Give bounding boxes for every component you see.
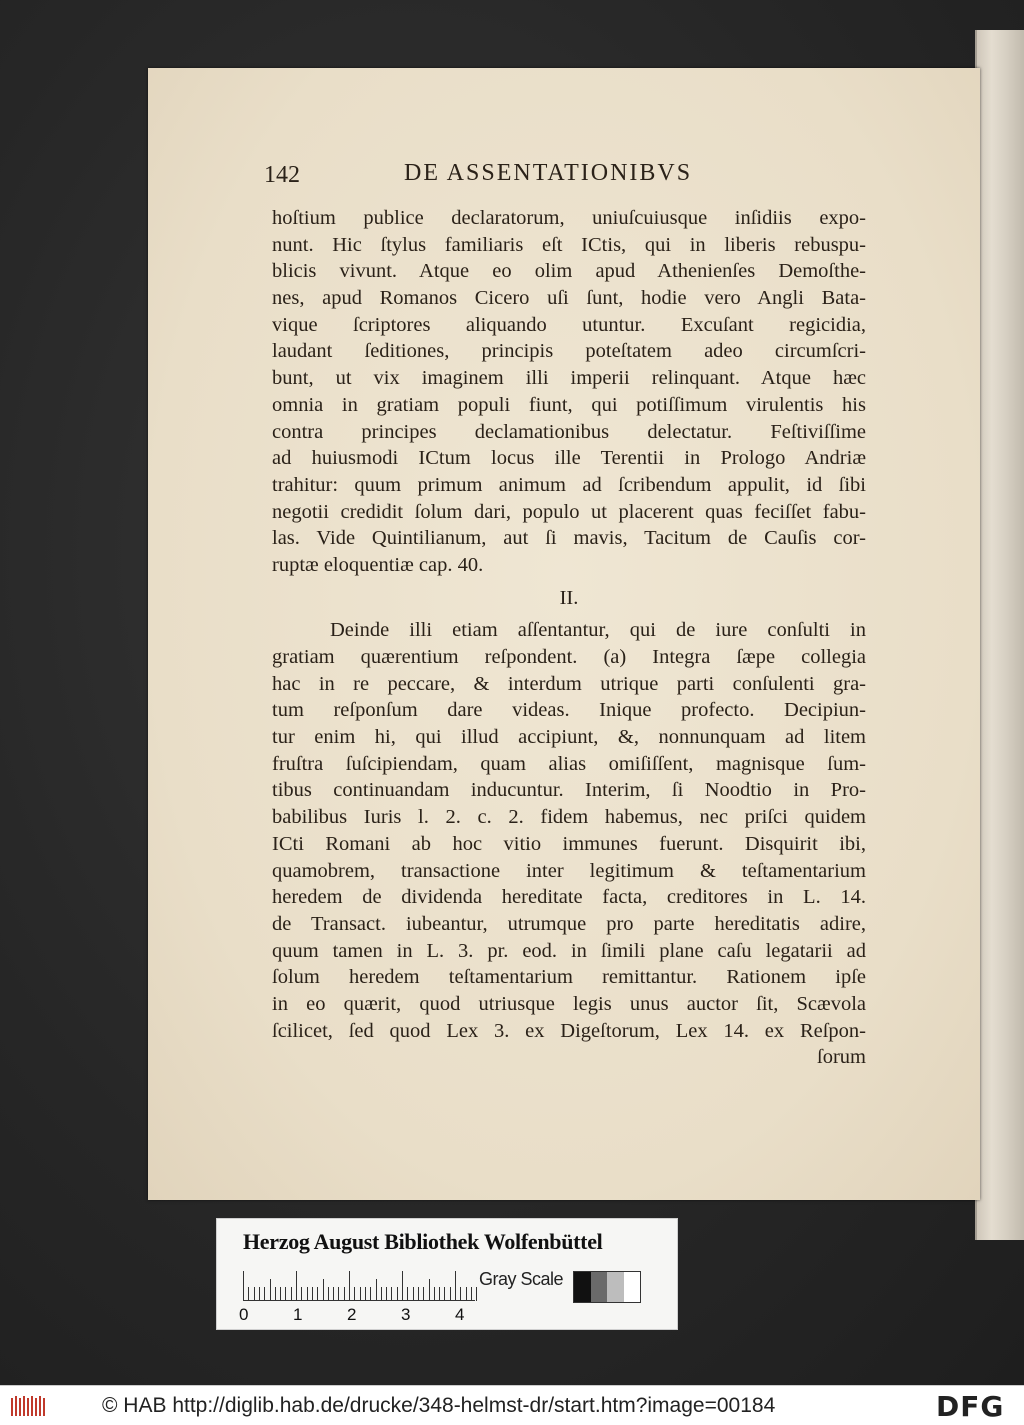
text-line: ſcilicet, ſed quod Lex 3. ex Digeſtorum, Lex 14. ex Reſpon- [272,1019,866,1042]
catchword: ſorum [817,1046,866,1069]
ruler-tick [391,1287,392,1301]
section-number: II. [559,586,579,609]
ruler-label: 3 [401,1305,411,1324]
ruler-label: 1 [293,1305,303,1324]
text-line: bunt, ut vix imaginem illi imperii relinquant. Atque hæc [272,367,866,390]
ruler-tick [243,1271,244,1301]
text-line: nunt. Hic ſtylus familiaris eſt ICtis, qui in liberis rebuspu- [272,233,866,256]
text-line: heredem de dividenda hereditate facta, creditores in L. 14. [272,886,866,909]
text-line: hoſtium publice declaratorum, uniuſcuiusque inſidiis expo- [272,207,866,229]
gray-scale-label: Gray Scale [479,1269,564,1289]
ruler-tick [365,1287,366,1301]
text-line: negotii credidit ſolum dari, populo ut placerent quas feciſſet fabu- [272,500,866,523]
text-line: contra principes declamationibus delectatur. Feſtiviſſime [272,420,866,443]
text-line: las. Vide Quintilianum, aut ſi mavis, Tacitum de Cauſis cor- [272,527,866,550]
ruler-tick [248,1287,249,1301]
library-name: Herzog August Bibliothek Wolfenbüttel [243,1229,603,1254]
ruler-tick [291,1287,292,1301]
text-line: vique ſcriptores aliquando utuntur. Excuſant regicidia, [272,313,866,336]
ruler-tick [254,1287,255,1301]
text-line: omnia in gratiam populi fiunt, qui potiſſimum virulentis his [272,393,866,416]
ruler-tick [439,1287,440,1301]
text-line: de Transact. iubeantur, utrumque pro parte hereditatis adire, [272,912,866,935]
ruler-tick [338,1287,339,1301]
ruler-tick [370,1287,371,1301]
ruler-tick [407,1287,408,1301]
ruler-tick [429,1279,430,1301]
text-line: fruſtra ſuſcipiendam, quam alias omiſiſſent, magnisque ſum- [272,752,866,775]
ruler-tick [264,1287,265,1301]
page-number: 142 [264,162,300,188]
ruler-tick [381,1287,382,1301]
paragraph-1 [272,205,866,579]
text-line: tur enim hi, qui illud accipiunt, &, nonnunquam ad litem [272,726,866,749]
text-line: blicis vivunt. Atque eo olim apud Athenienſes Demoſthe- [272,260,866,283]
ruler-tick [402,1271,403,1301]
ruler-tick [328,1287,329,1301]
ruler-tick [423,1287,424,1301]
ruler-tick [333,1287,334,1301]
ruler-tick [460,1287,461,1301]
gray-swatch [607,1272,624,1302]
ruler-tick [418,1287,419,1301]
text-line: gratiam quærentium reſpondent. (a) Integra ſæpe collegia [272,646,866,668]
text-line: tibus continuandam inducuntur. Interim, ſi Noodtio in Pro- [272,779,866,802]
running-head-title: DE ASSENTATIONIBVS [404,160,693,186]
ruler-label: 4 [455,1305,465,1324]
gray-swatch [574,1272,591,1302]
text-line: Deinde illi etiam aſſentantur, qui de iure conſulti in [330,619,866,642]
text-line: tum reſponſum dare videas. Inique profecto. Decipiun- [272,699,866,722]
running-head [264,160,876,192]
gray-swatch [591,1272,608,1302]
ruler-tick [344,1287,345,1301]
ruler-tick [376,1279,377,1301]
ruler-tick [349,1271,350,1301]
ruler-tick [280,1287,281,1301]
ruler-tick [259,1287,260,1301]
ruler-tick [312,1287,313,1301]
text-line: in eo quærit, quod utriusque legis unus auctor ſit, Scævola [272,992,866,1015]
text-line: hac in re peccare, & interdum utrique parti conſulenti gra- [272,672,866,695]
body-text [272,205,866,1071]
gray-swatch [624,1272,641,1302]
ruler-tick [444,1287,445,1301]
text-line: ICti Romani ab hoc vitio immunes fuerunt. Disquirit ibi, [272,832,866,855]
text-line: ad huiusmodi ICtum locus ille Terentii in Prologo Andriæ [272,447,866,470]
ruler-tick [360,1287,361,1301]
hab-logo-icon [10,1394,46,1418]
ruler-tick [307,1287,308,1301]
ruler-tick [466,1287,467,1301]
scale-ruler [243,1267,483,1301]
copyright-link[interactable]: © HAB http://diglib.hab.de/drucke/348-helmst-dr/start.htm?image=00184 [102,1394,776,1417]
text-line: nes, apud Romanos Cicero uſi ſunt, hodie vero Angli Bata- [272,287,866,310]
page-stack-edge [975,30,1024,1240]
text-line: quamobrem, transactione inter legitimum & teſtamentarium [272,859,866,882]
ruler-tick [413,1287,414,1301]
text-line: trahitur: quum primum animum ad ſcribendum appulit, id ſibi [272,473,866,496]
ruler-tick [397,1287,398,1301]
ruler-tick [450,1287,451,1301]
ruler-tick [386,1287,387,1301]
gray-scale-swatches [573,1271,641,1303]
ruler-tick [270,1279,271,1301]
text-line: quum tamen in L. 3. pr. eod. in ſimili plane caſu legatarii ad [272,939,866,962]
ruler-label: 2 [347,1305,357,1324]
ruler-tick [317,1287,318,1301]
ruler-tick [301,1287,302,1301]
ruler-tick [455,1271,456,1301]
text-line: laudant ſeditiones, principis poteſtatem adeo circumſcri- [272,340,866,363]
ruler-tick [275,1287,276,1301]
ruler-tick [285,1287,286,1301]
ruler-tick [471,1287,472,1301]
ruler-tick [323,1279,324,1301]
ruler-tick [296,1271,297,1301]
footer-bar [0,1385,1024,1425]
text-line: ruptæ eloquentiæ cap. 40. [272,553,484,576]
dfg-logo: DFG [936,1390,1005,1423]
ruler-tick [354,1287,355,1301]
ruler-label: 0 [239,1305,249,1324]
text-line: ſolum heredem teſtamentarium remittantur. Rationem ipſe [272,966,866,989]
paragraph-2 [272,617,866,1044]
library-color-card [216,1218,678,1330]
ruler-tick [476,1287,477,1301]
ruler-tick [434,1287,435,1301]
text-line: babilibus Iuris l. 2. c. 2. fidem habemus, nec priſci quidem [272,806,866,829]
